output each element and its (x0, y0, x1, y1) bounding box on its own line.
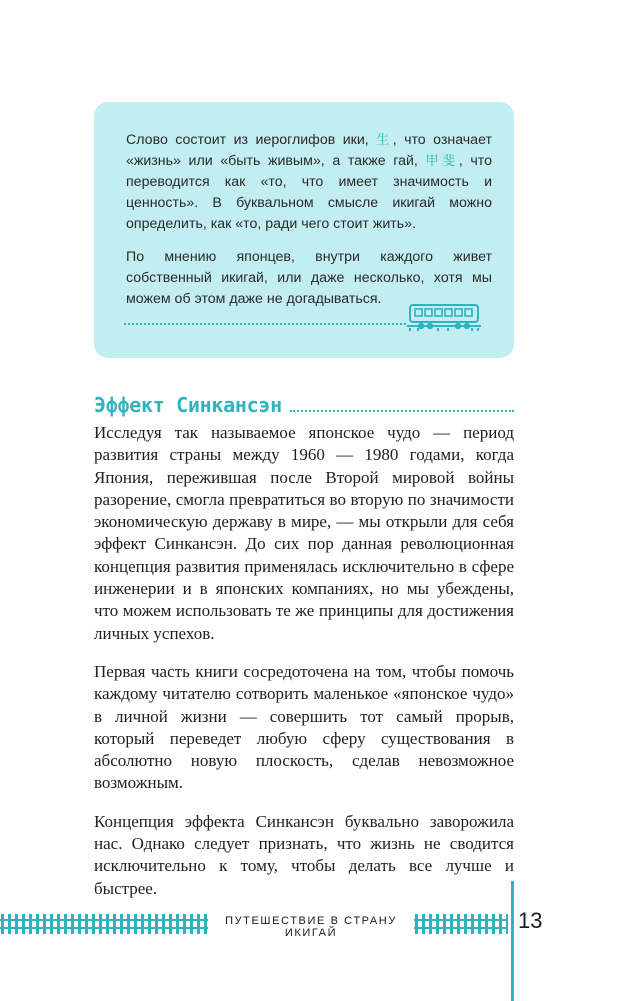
kanji-gai: 甲斐 (425, 154, 459, 169)
body-paragraph-3: Концепция эффекта Синкансэн буквально заворожила нас. Однако следует признать, что жизнь не сводится исключительно к тому, чтобы делать все лучше и быстрее. (94, 811, 514, 898)
callout-paragraph-1 (126, 130, 492, 235)
body-paragraph-2: Первая часть книги сосредоточена на том, чтобы помочь каждому читателю сотворить маленькое «японское чудо» в личной жизни — совершить тот самый прорыв, который переведет любую сферу существования в абсолютно новую плоскость, сделав невозможное возможным. (94, 661, 514, 793)
section-title: Эффект Синкансэн (94, 393, 282, 417)
railway-track-icon (414, 914, 508, 934)
section-dotted-rule (290, 410, 514, 412)
body-paragraph-1: Исследуя так называемое японское чудо — период развития страны между 1960 — 1980 годами, когда Япония, пережившая после Второй мировой войны разорение, смогла превратиться во вторую по значимости экономическую державу в мире, — мы открыли для себя эффект Синкансэн. До сих пор данная революционная концепция развития применялась исключительно в сфере инженерии и в японских компаниях, но мы убеждены, что можем использовать те же принципы для достижения личных успехов. (94, 423, 514, 643)
info-callout-box (94, 102, 514, 358)
callout-text-part-2: , что означает «жизнь» или «быть живым», а также гай, (126, 132, 492, 169)
section-heading (94, 390, 514, 420)
callout-dotted-line (124, 323, 406, 325)
callout-text-part-1: Слово состоит из иероглифов ики, (126, 132, 377, 148)
train-car-icon (407, 302, 481, 332)
railway-track-icon (0, 914, 208, 934)
kanji-iki: 生 (376, 133, 393, 148)
footer-vertical-rule (511, 881, 514, 1001)
callout-paragraph-2: По мнению японцев, внутри каждого живет собственный икигай, или даже несколько, хотя мы можем об этом даже не догадываться. (126, 249, 492, 307)
callout-text-part-3: , что переводится как «то, что имеет значимость и ценность». В буквальном смысле икигай можно определить, как «то, ради чего стоит жить». (126, 153, 492, 232)
running-title: ПУТЕШЕСТВИЕ В СТРАНУ ИКИГАЙ (225, 915, 397, 939)
body-text (94, 422, 514, 916)
page-number: 13 (518, 908, 543, 933)
